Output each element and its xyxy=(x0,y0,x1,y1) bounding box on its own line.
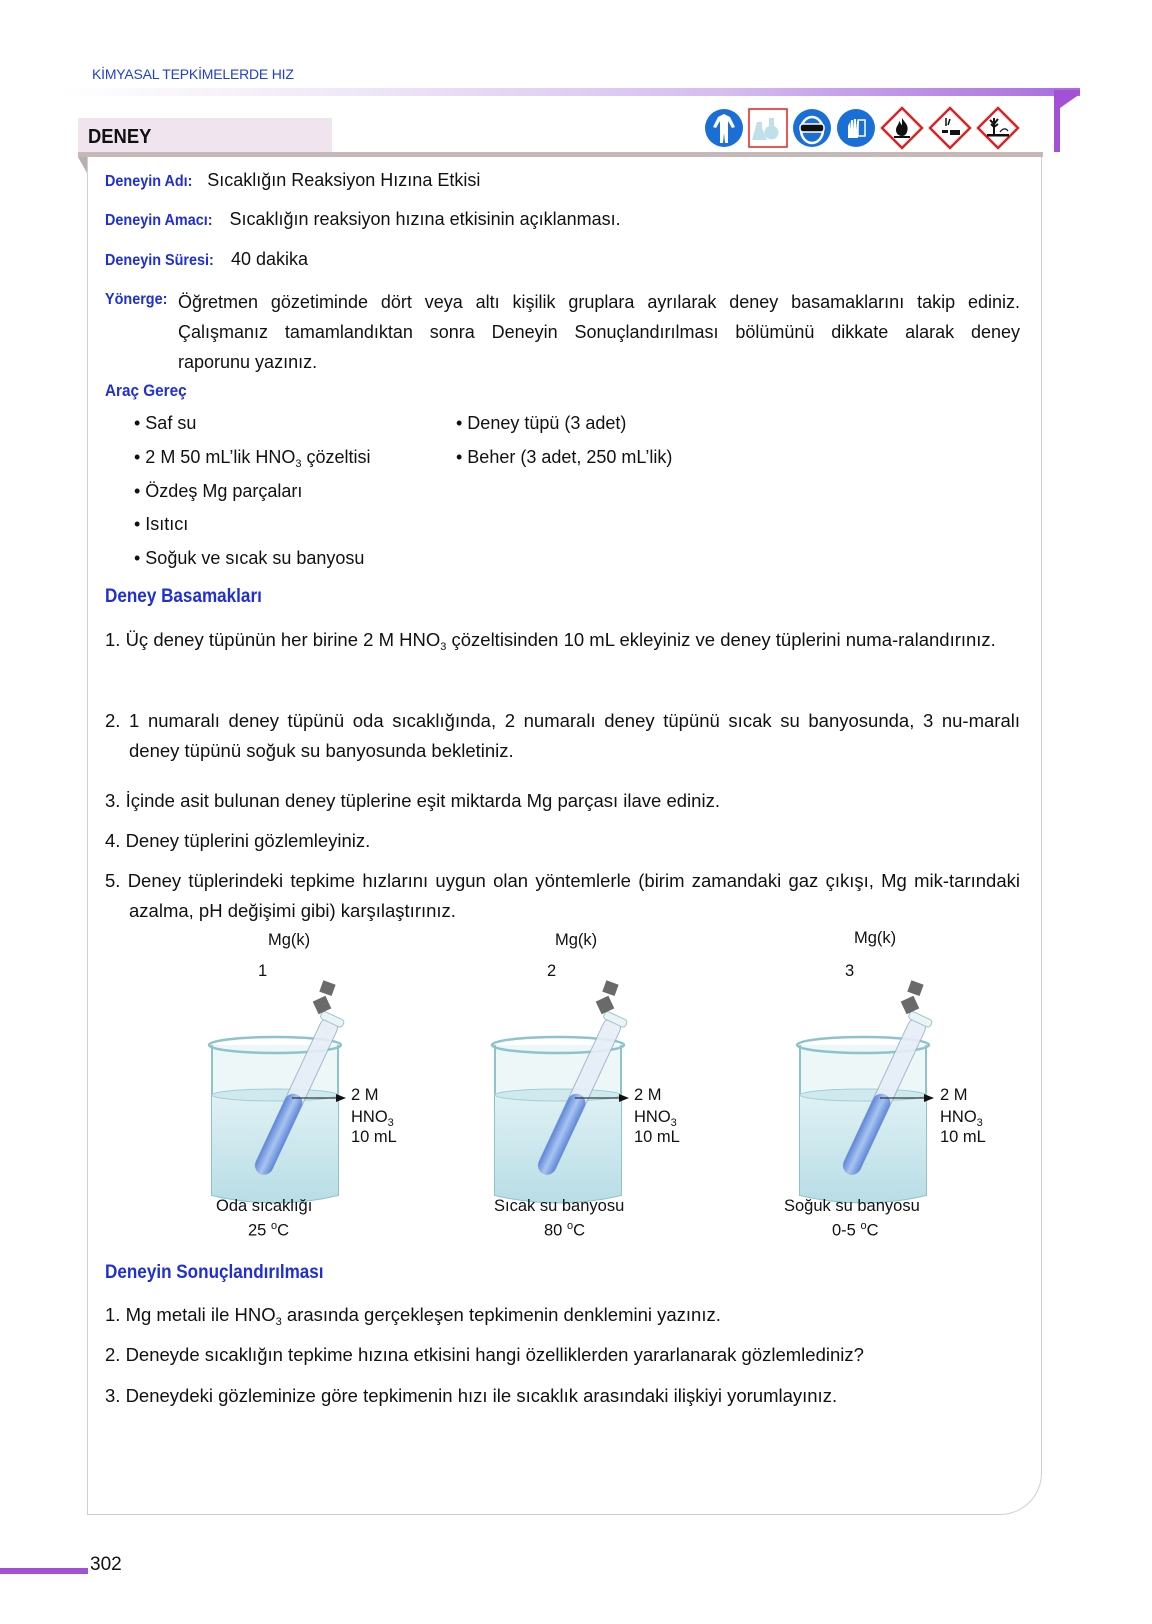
volume-text: 10 mL xyxy=(940,1128,986,1146)
instruction-line-2: Çalışmanız tamamlandıktan sonra Deneyin Sonuçlandırılması bölümünü dikkate alarak deney xyxy=(178,322,1020,342)
experiment-aim-label: Deneyin Amacı: xyxy=(105,212,213,229)
step-item: 2. 1 numaralı deney tüpünü oda sıcaklığında, 2 numaralı deney tüpünü sıcak su banyosunda, 3 nu-maralı deney tüpünü soğuk su banyosunda bekletiniz. xyxy=(105,710,1020,761)
tube-number-text: 1 xyxy=(258,962,268,980)
tube-number-text: 3 xyxy=(845,962,855,980)
equipment-item: • Özdeş Mg parçaları xyxy=(134,481,303,501)
subscript: 3 xyxy=(440,641,447,653)
temperature-unit: C xyxy=(277,1221,289,1240)
tube-number xyxy=(258,962,267,981)
section-tab-label: DENEY xyxy=(88,126,152,148)
temperature-unit: C xyxy=(573,1221,585,1240)
experiment-aim-value: Sıcaklığın reaksiyon hızına etkisinin açıklanması. xyxy=(229,209,621,229)
acid-text: HNO xyxy=(940,1108,977,1126)
beaker-setup xyxy=(209,980,346,1202)
equipment-item: • Beher (3 adet, 250 mL’lik) xyxy=(456,447,673,467)
concentration-text: 2 M xyxy=(351,1086,379,1104)
equipment-item: • Isıtıcı xyxy=(134,514,189,534)
equipment-item-text: çözeltisi xyxy=(301,447,371,467)
equipment-item: • Deney tüpü (3 adet) xyxy=(456,413,627,433)
subscript: 3 xyxy=(976,1117,983,1129)
bath-label xyxy=(784,1197,920,1216)
conclusion-title: Deneyin Sonuçlandırılması xyxy=(105,1262,324,1283)
degree-sign: o xyxy=(860,1220,867,1232)
experiment-duration-label: Deneyin Süresi: xyxy=(105,252,214,269)
beaker-setup xyxy=(797,980,934,1202)
conclusion-text: 1. Mg metali ile HNO xyxy=(105,1304,276,1325)
page-number-bar xyxy=(0,1568,88,1574)
mg-label-text: Mg(k) xyxy=(854,929,897,947)
experiment-name-value: Sıcaklığın Reaksiyon Hızına Etkisi xyxy=(207,170,481,190)
equipment-item-text: • 2 M 50 mL’lik HNO xyxy=(134,447,296,467)
temperature-value: 0-5 xyxy=(832,1221,856,1240)
temperature-label xyxy=(544,1220,585,1241)
concentration-label xyxy=(940,1086,968,1105)
equipment-item: • Soğuk ve sıcak su banyosu xyxy=(134,548,365,568)
instruction-line-1: Öğretmen gözetiminde dört veya altı kişilik gruplara ayrılarak deney basamaklarını takip ediniz. xyxy=(178,292,1020,312)
degree-sign: o xyxy=(270,1220,278,1232)
step-item: 5. Deney tüplerindeki tepkime hızlarını uygun olan yöntemlerle (birim zamandaki gaz çıkışı, Mg mik-tarındaki azalma, pH değişimi gibi) karşılaştırınız. xyxy=(105,870,1020,921)
acid-label xyxy=(940,1108,983,1129)
acid-text: HNO xyxy=(351,1108,388,1126)
concentration-label xyxy=(634,1086,662,1105)
subscript: 3 xyxy=(275,1316,282,1328)
beaker-setup xyxy=(492,980,629,1202)
chapter-title: KİMYASAL TEPKİMELERDE HIZ xyxy=(92,66,294,82)
subscript: 3 xyxy=(295,458,302,470)
concentration-text: 2 M xyxy=(940,1086,968,1104)
temperature-value: 25 xyxy=(248,1221,267,1240)
degree-sign: o xyxy=(566,1220,574,1232)
experiment-name-label: Deneyin Adı: xyxy=(105,173,193,190)
mg-pieces xyxy=(313,980,336,1014)
temperature-label xyxy=(832,1220,879,1241)
subscript: 3 xyxy=(387,1117,394,1129)
mg-label-text: Mg(k) xyxy=(268,931,311,949)
conclusion-item: 3. Deneydeki gözleminize göre tepkimenin hızı ile sıcaklık arasındaki ilişkiyi yorumlayınız. xyxy=(105,1385,838,1406)
volume-label xyxy=(940,1128,986,1147)
conclusion-item xyxy=(105,1300,1020,1337)
experiment-duration-value: 40 dakika xyxy=(230,249,309,269)
conclusion-item: 2. Deneyde sıcaklığın tepkime hızına etkisini hangi özelliklerden yararlanarak gözlemlediniz? xyxy=(105,1344,864,1365)
volume-label xyxy=(634,1128,680,1147)
volume-label xyxy=(351,1128,397,1147)
mg-label xyxy=(854,929,896,948)
step-text: 1. Üç deney tüpünün her birine 2 M HNO xyxy=(105,629,441,650)
bath-text: Oda sıcaklığı xyxy=(216,1197,313,1215)
conclusion-text: arasında gerçekleşen tepkimenin denklemini yazınız. xyxy=(281,1304,721,1325)
temperature-unit: C xyxy=(866,1221,879,1240)
mg-label xyxy=(555,931,597,950)
mg-pieces xyxy=(901,980,924,1014)
temperature-value: 80 xyxy=(544,1221,563,1240)
page-number: 302 xyxy=(90,1554,122,1575)
acid-text: HNO xyxy=(634,1108,671,1126)
acid-label xyxy=(634,1108,677,1129)
tube-number xyxy=(547,962,556,981)
tube-number xyxy=(845,962,854,981)
subscript: 3 xyxy=(670,1117,677,1129)
bath-label xyxy=(494,1197,624,1216)
bath-text: Soğuk su banyosu xyxy=(784,1197,920,1215)
concentration-text: 2 M xyxy=(634,1086,662,1104)
bath-text: Sıcak su banyosu xyxy=(494,1197,625,1215)
step-item: 4. Deney tüplerini gözlemleyiniz. xyxy=(105,830,371,851)
instruction-label: Yönerge: xyxy=(105,291,168,308)
step-text: çözeltisinden 10 mL ekleyiniz ve deney tüplerini numa-ralandırınız. xyxy=(446,629,996,650)
volume-text: 10 mL xyxy=(351,1128,397,1146)
concentration-label xyxy=(351,1086,379,1105)
mg-pieces xyxy=(596,980,619,1014)
instruction-line-3: raporunu yazınız. xyxy=(178,352,318,372)
mg-label-text: Mg(k) xyxy=(555,931,598,949)
bath-label xyxy=(216,1197,312,1216)
equipment-item: • Saf su xyxy=(134,413,197,433)
mg-label xyxy=(268,931,310,950)
step-item: 3. İçinde asit bulunan deney tüplerine eşit miktarda Mg parçası ilave ediniz. xyxy=(105,790,720,811)
volume-text: 10 mL xyxy=(634,1128,680,1146)
tube-number-text: 2 xyxy=(547,962,557,980)
temperature-label xyxy=(248,1220,289,1241)
acid-label xyxy=(351,1108,394,1129)
equipment-title: Araç Gereç xyxy=(105,381,187,400)
steps-title: Deney Basamakları xyxy=(105,586,262,607)
